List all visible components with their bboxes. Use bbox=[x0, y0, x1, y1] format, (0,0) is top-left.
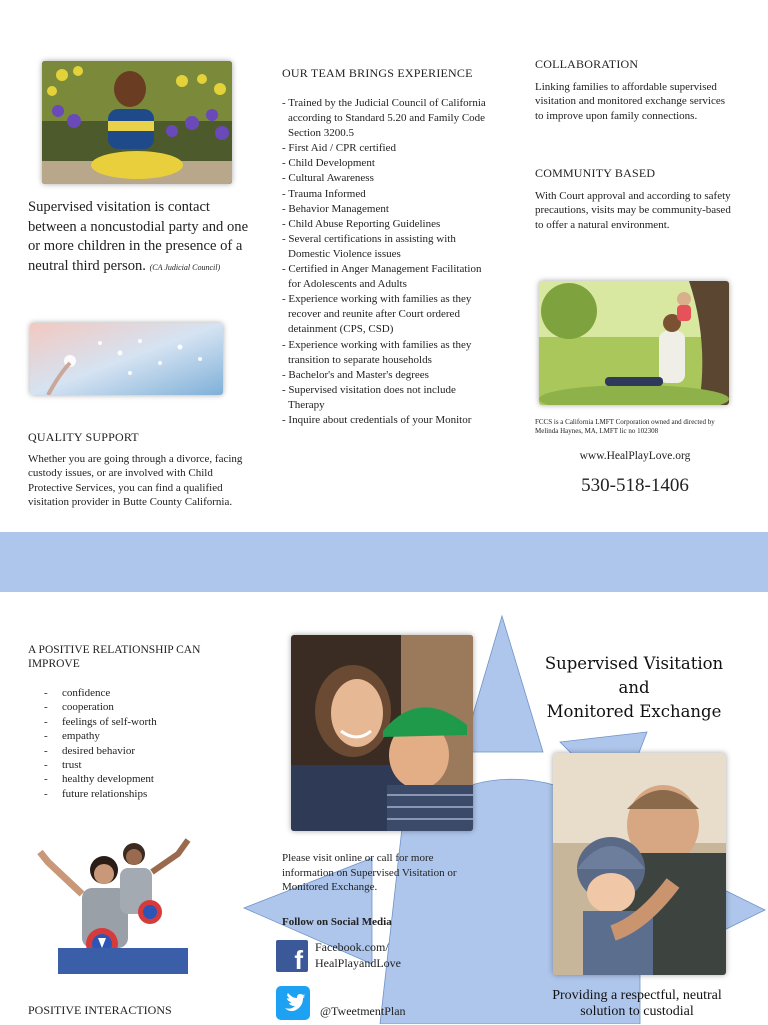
list-item: - Experience working with families as they transition to separate households bbox=[282, 338, 472, 366]
team-experience-list bbox=[282, 96, 492, 428]
twitter-icon[interactable] bbox=[276, 986, 310, 1020]
list-item: - Cultural Awareness bbox=[282, 172, 374, 185]
superhero-pose-photo bbox=[28, 832, 206, 974]
twitter-handle[interactable]: @TweetmentPlan bbox=[320, 1004, 406, 1018]
definition-text bbox=[28, 198, 250, 277]
fold-divider-band bbox=[0, 532, 768, 592]
quality-support-body: Whether you are going through a divorce, facing custody issues, or are involved with Child Protective Services, you can find a qualified visitation provider in Butte County California. bbox=[28, 453, 243, 509]
dandelion-photo bbox=[30, 323, 223, 395]
title-line-1: Supervised Visitation bbox=[544, 654, 724, 673]
fccs-note: FCCS is a California LMFT Corporation owned and directed by Melinda Haynes, MA, LMFT lic no 102308 bbox=[535, 418, 715, 435]
list-item: - First Aid / CPR certified bbox=[282, 142, 396, 155]
list-item: - Child Development bbox=[282, 157, 375, 170]
facebook-line1: Facebook.com/ bbox=[315, 940, 389, 954]
definition-body: Supervised visitation is contact between a noncustodial party and one or more children in the presence of a neutral third person. bbox=[28, 199, 249, 274]
community-based-body: With Court approval and according to safety precautions, visits may be community-based to offer a natural environment. bbox=[535, 190, 731, 231]
list-item: - Behavior Management bbox=[282, 202, 389, 215]
brochure-title bbox=[530, 652, 738, 724]
father-son-hug-photo bbox=[553, 753, 726, 975]
list-item: - Supervised visitation does not include Therapy bbox=[282, 383, 456, 411]
list-item: - cooperation bbox=[44, 701, 114, 714]
mother-child-tree-photo bbox=[539, 281, 729, 405]
list-item: - Experience working with families as they recover and reunite after Court ordered detainment (CPS, CSD) bbox=[282, 293, 472, 336]
visit-online-note: Please visit online or call for more information on Supervised Visitation or Monitored Exchange. bbox=[282, 852, 457, 893]
list-item: - empathy bbox=[44, 730, 100, 743]
quality-support-heading: QUALITY SUPPORT bbox=[28, 430, 139, 444]
facebook-link[interactable] bbox=[315, 939, 401, 971]
team-experience-heading: OUR TEAM BRINGS EXPERIENCE bbox=[282, 66, 473, 80]
positive-relationship-list bbox=[28, 686, 157, 801]
title-line-2: and bbox=[618, 678, 650, 697]
list-item: - confidence bbox=[44, 687, 111, 699]
follow-social-heading: Follow on Social Media bbox=[282, 916, 392, 928]
list-item: - Trauma Informed bbox=[282, 187, 366, 200]
list-item: - healthy development bbox=[44, 773, 154, 786]
mother-son-selfie-photo bbox=[291, 635, 473, 831]
collaboration-heading: COLLABORATION bbox=[535, 57, 639, 71]
list-item: - Inquire about credentials of your Monitor bbox=[282, 413, 472, 426]
website-link[interactable]: www.HealPlayLove.org bbox=[579, 450, 691, 462]
list-item: - Bachelor's and Master's degrees bbox=[282, 368, 429, 381]
title-line-3: Monitored Exchange bbox=[546, 702, 722, 721]
list-item: - Certified in Anger Management Facilitation for Adolescents and Adults bbox=[282, 263, 482, 291]
list-item: - Several certifications in assisting with Domestic Violence issues bbox=[282, 232, 456, 260]
positive-relationship-heading: A POSITIVE RELATIONSHIP CAN IMPROVE bbox=[28, 644, 201, 670]
phone-number[interactable]: 530-518-1406 bbox=[581, 475, 689, 496]
community-based-heading: COMMUNITY BASED bbox=[535, 166, 656, 180]
facebook-line2: HealPlayandLove bbox=[315, 956, 401, 970]
child-garden-photo bbox=[42, 61, 232, 184]
list-item: - feelings of self-worth bbox=[44, 715, 157, 728]
list-item: - trust bbox=[44, 759, 82, 772]
collaboration-body: Linking families to affordable supervised visitation and monitored exchange services to improve upon family connections. bbox=[535, 81, 725, 122]
definition-citation: (CA Judicial Council) bbox=[149, 262, 221, 272]
list-item: - future relationships bbox=[44, 787, 148, 800]
list-item: - desired behavior bbox=[44, 744, 135, 757]
list-item: - Child Abuse Reporting Guidelines bbox=[282, 217, 441, 230]
positive-interactions-heading: POSITIVE INTERACTIONS bbox=[28, 1003, 172, 1017]
facebook-icon[interactable]: f bbox=[276, 940, 308, 972]
tagline-text: Providing a respectful, neutral solution to custodial bbox=[552, 988, 722, 1019]
list-item: - Trained by the Judicial Council of California according to Standard 5.20 and Family Code Section 3200.5 bbox=[282, 97, 486, 140]
